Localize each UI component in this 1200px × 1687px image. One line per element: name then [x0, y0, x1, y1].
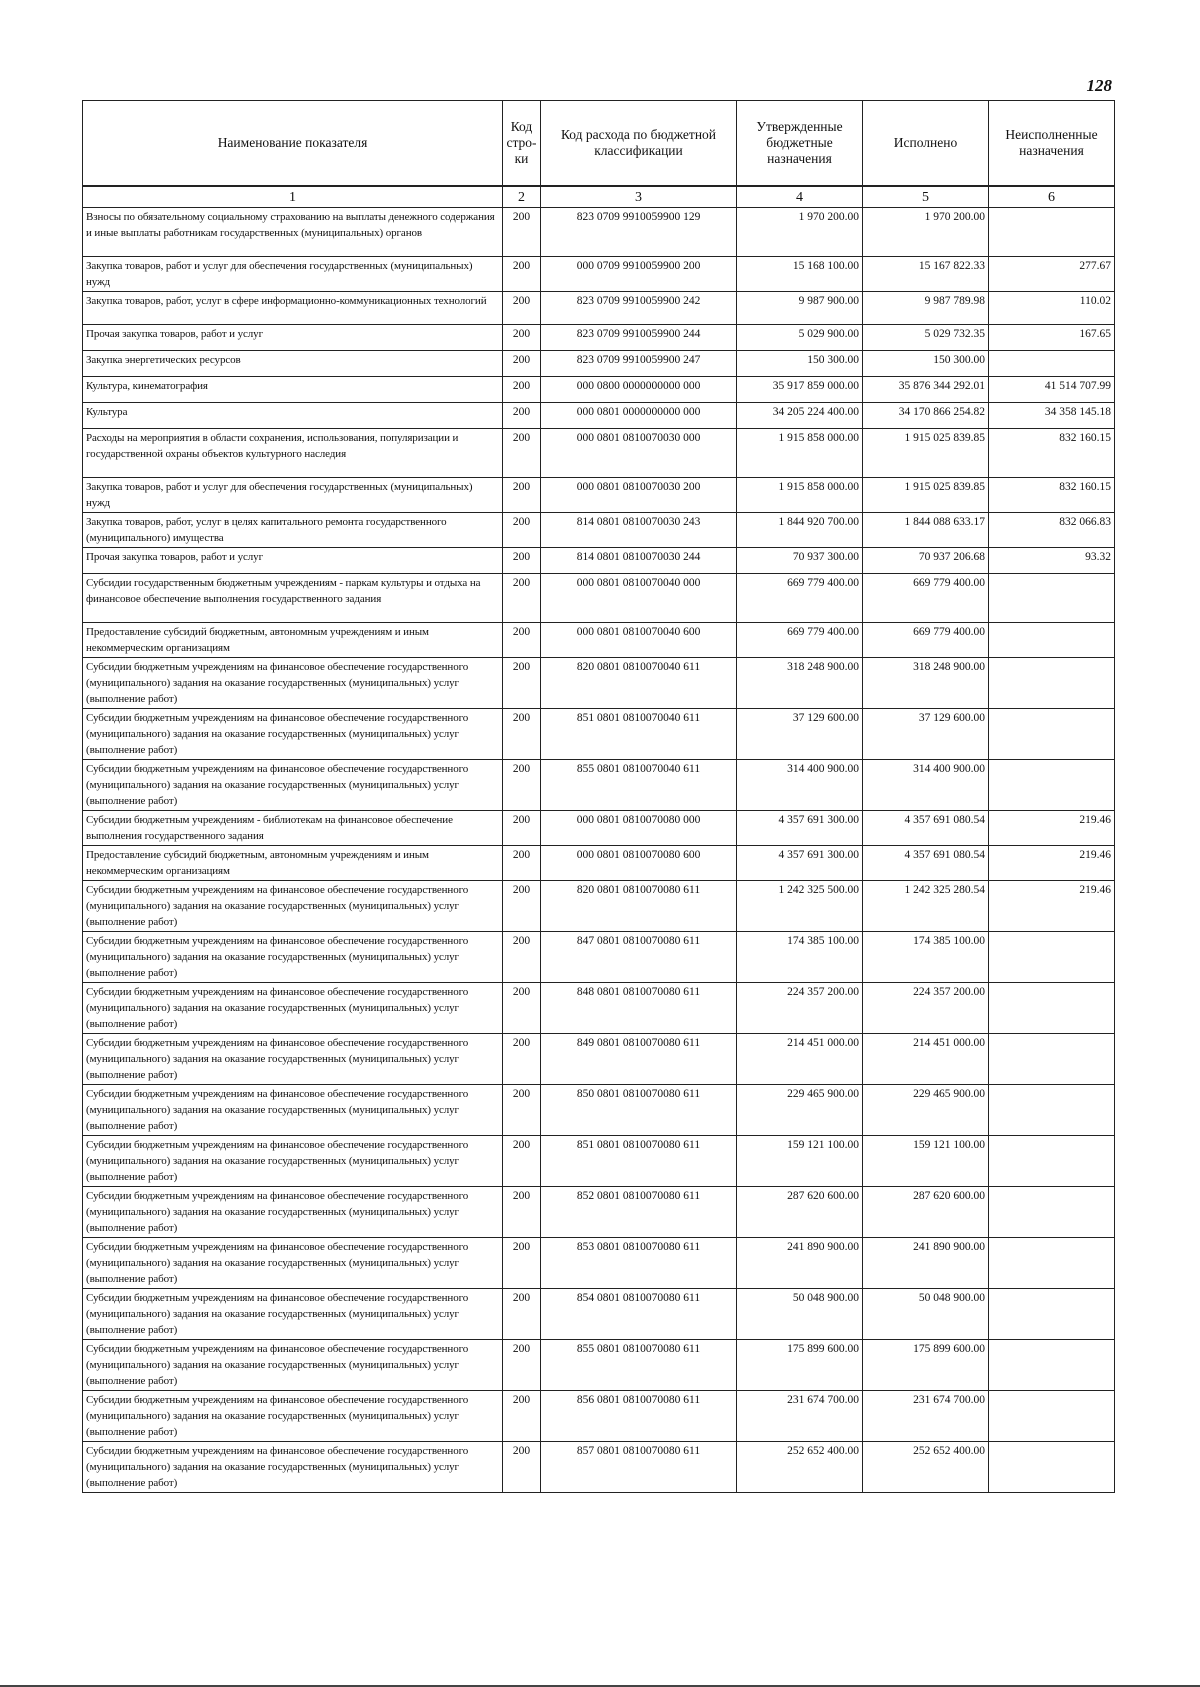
row-approved-amount: 1 915 858 000.00 [737, 478, 863, 513]
row-expense-code: 000 0801 0810070030 000 [541, 429, 737, 478]
row-unexecuted-amount: 277.67 [989, 257, 1115, 292]
row-unexecuted-amount [989, 623, 1115, 658]
row-unexecuted-amount: 832 066.83 [989, 513, 1115, 548]
row-executed-amount: 669 779 400.00 [863, 574, 989, 623]
row-line-code: 200 [503, 811, 541, 846]
row-unexecuted-amount [989, 709, 1115, 760]
row-indicator-name: Расходы на мероприятия в области сохранения, использования, популяризации и государственной охраны объектов культурного наследия [83, 429, 503, 478]
row-executed-amount: 1 844 088 633.17 [863, 513, 989, 548]
row-unexecuted-amount: 93.32 [989, 548, 1115, 574]
row-indicator-name: Закупка товаров, работ и услуг для обеспечения государственных (муниципальных) нужд [83, 478, 503, 513]
column-number: 5 [863, 186, 989, 208]
row-unexecuted-amount [989, 208, 1115, 257]
column-number: 4 [737, 186, 863, 208]
row-expense-code: 000 0801 0810070030 200 [541, 478, 737, 513]
row-unexecuted-amount [989, 1034, 1115, 1085]
row-indicator-name: Субсидии бюджетным учреждениям на финансовое обеспечение государственного (муниципального) задания на оказание государственных (муниципальных) услуг (выполнение работ) [83, 760, 503, 811]
row-line-code: 200 [503, 325, 541, 351]
row-expense-code: 823 0709 9910059900 247 [541, 351, 737, 377]
row-unexecuted-amount: 832 160.15 [989, 429, 1115, 478]
table-row [83, 429, 1115, 478]
row-indicator-name: Закупка энергетических ресурсов [83, 351, 503, 377]
row-line-code: 200 [503, 760, 541, 811]
row-approved-amount: 314 400 900.00 [737, 760, 863, 811]
row-indicator-name: Культура, кинематография [83, 377, 503, 403]
row-approved-amount: 50 048 900.00 [737, 1289, 863, 1340]
row-expense-code: 856 0801 0810070080 611 [541, 1391, 737, 1442]
row-approved-amount: 669 779 400.00 [737, 574, 863, 623]
header-executed: Исполнено [863, 101, 989, 187]
row-indicator-name: Субсидии бюджетным учреждениям на финансовое обеспечение государственного (муниципального) задания на оказание государственных (муниципальных) услуг (выполнение работ) [83, 1340, 503, 1391]
row-unexecuted-amount [989, 1442, 1115, 1493]
row-indicator-name: Субсидии бюджетным учреждениям на финансовое обеспечение государственного (муниципального) задания на оказание государственных (муниципальных) услуг (выполнение работ) [83, 1187, 503, 1238]
row-line-code: 200 [503, 1238, 541, 1289]
row-approved-amount: 1 915 858 000.00 [737, 429, 863, 478]
row-unexecuted-amount [989, 1340, 1115, 1391]
row-approved-amount: 229 465 900.00 [737, 1085, 863, 1136]
row-line-code: 200 [503, 881, 541, 932]
row-executed-amount: 5 029 732.35 [863, 325, 989, 351]
row-unexecuted-amount: 832 160.15 [989, 478, 1115, 513]
row-indicator-name: Предоставление субсидий бюджетным, автономным учреждениям и иным некоммерческим организациям [83, 846, 503, 881]
row-expense-code: 000 0801 0810070080 600 [541, 846, 737, 881]
row-expense-code: 849 0801 0810070080 611 [541, 1034, 737, 1085]
row-indicator-name: Культура [83, 403, 503, 429]
table-row [83, 208, 1115, 257]
row-indicator-name: Субсидии бюджетным учреждениям на финансовое обеспечение государственного (муниципального) задания на оказание государственных (муниципальных) услуг (выполнение работ) [83, 983, 503, 1034]
table-row [83, 1340, 1115, 1391]
table-row [83, 325, 1115, 351]
row-unexecuted-amount: 34 358 145.18 [989, 403, 1115, 429]
row-indicator-name: Субсидии бюджетным учреждениям на финансовое обеспечение государственного (муниципального) задания на оказание государственных (муниципальных) услуг (выполнение работ) [83, 1289, 503, 1340]
row-approved-amount: 37 129 600.00 [737, 709, 863, 760]
row-approved-amount: 175 899 600.00 [737, 1340, 863, 1391]
row-line-code: 200 [503, 429, 541, 478]
row-indicator-name: Субсидии бюджетным учреждениям на финансовое обеспечение государственного (муниципального) задания на оказание государственных (муниципальных) услуг (выполнение работ) [83, 1238, 503, 1289]
row-unexecuted-amount [989, 1391, 1115, 1442]
row-approved-amount: 159 121 100.00 [737, 1136, 863, 1187]
row-indicator-name: Прочая закупка товаров, работ и услуг [83, 548, 503, 574]
column-number-row [83, 186, 1115, 208]
column-number: 1 [83, 186, 503, 208]
table-row [83, 932, 1115, 983]
row-unexecuted-amount [989, 1085, 1115, 1136]
row-indicator-name: Субсидии бюджетным учреждениям на финансовое обеспечение государственного (муниципального) задания на оказание государственных (муниципальных) услуг (выполнение работ) [83, 1085, 503, 1136]
row-approved-amount: 9 987 900.00 [737, 292, 863, 325]
row-indicator-name: Субсидии бюджетным учреждениям на финансовое обеспечение государственного (муниципального) задания на оказание государственных (муниципальных) услуг (выполнение работ) [83, 709, 503, 760]
row-unexecuted-amount: 219.46 [989, 846, 1115, 881]
row-indicator-name: Субсидии бюджетным учреждениям - библиотекам на финансовое обеспечение выполнения государственного задания [83, 811, 503, 846]
row-line-code: 200 [503, 623, 541, 658]
row-expense-code: 823 0709 9910059900 244 [541, 325, 737, 351]
row-indicator-name: Прочая закупка товаров, работ и услуг [83, 325, 503, 351]
row-line-code: 200 [503, 1289, 541, 1340]
table-row [83, 574, 1115, 623]
row-line-code: 200 [503, 351, 541, 377]
table-row [83, 623, 1115, 658]
row-indicator-name: Субсидии бюджетным учреждениям на финансовое обеспечение государственного (муниципального) задания на оказание государственных (муниципальных) услуг (выполнение работ) [83, 658, 503, 709]
row-unexecuted-amount: 219.46 [989, 881, 1115, 932]
row-expense-code: 855 0801 0810070040 611 [541, 760, 737, 811]
row-unexecuted-amount [989, 574, 1115, 623]
row-executed-amount: 9 987 789.98 [863, 292, 989, 325]
row-line-code: 200 [503, 983, 541, 1034]
row-line-code: 200 [503, 1187, 541, 1238]
row-executed-amount: 252 652 400.00 [863, 1442, 989, 1493]
row-executed-amount: 4 357 691 080.54 [863, 846, 989, 881]
row-unexecuted-amount [989, 351, 1115, 377]
row-unexecuted-amount: 110.02 [989, 292, 1115, 325]
row-executed-amount: 150 300.00 [863, 351, 989, 377]
row-executed-amount: 669 779 400.00 [863, 623, 989, 658]
row-indicator-name: Закупка товаров, работ, услуг в сфере информационно-коммуникационных технологий [83, 292, 503, 325]
row-expense-code: 000 0801 0000000000 000 [541, 403, 737, 429]
row-expense-code: 855 0801 0810070080 611 [541, 1340, 737, 1391]
row-executed-amount: 1 915 025 839.85 [863, 478, 989, 513]
row-line-code: 200 [503, 257, 541, 292]
row-line-code: 200 [503, 478, 541, 513]
row-line-code: 200 [503, 377, 541, 403]
row-executed-amount: 231 674 700.00 [863, 1391, 989, 1442]
header-indicator-name: Наименование показателя [83, 101, 503, 187]
row-executed-amount: 175 899 600.00 [863, 1340, 989, 1391]
row-line-code: 200 [503, 574, 541, 623]
table-row [83, 1136, 1115, 1187]
row-line-code: 200 [503, 548, 541, 574]
row-approved-amount: 214 451 000.00 [737, 1034, 863, 1085]
row-unexecuted-amount [989, 1187, 1115, 1238]
row-approved-amount: 70 937 300.00 [737, 548, 863, 574]
row-expense-code: 814 0801 0810070030 243 [541, 513, 737, 548]
table-row [83, 881, 1115, 932]
column-number: 3 [541, 186, 737, 208]
table-row [83, 760, 1115, 811]
table-row [83, 709, 1115, 760]
row-line-code: 200 [503, 1136, 541, 1187]
column-number: 6 [989, 186, 1115, 208]
row-line-code: 200 [503, 1442, 541, 1493]
table-header-row [83, 101, 1115, 187]
row-line-code: 200 [503, 658, 541, 709]
header-expense-code: Код расхода по бюджетной классификации [541, 101, 737, 187]
row-line-code: 200 [503, 208, 541, 257]
row-expense-code: 854 0801 0810070080 611 [541, 1289, 737, 1340]
row-expense-code: 850 0801 0810070080 611 [541, 1085, 737, 1136]
row-approved-amount: 4 357 691 300.00 [737, 811, 863, 846]
row-line-code: 200 [503, 1085, 541, 1136]
row-approved-amount: 252 652 400.00 [737, 1442, 863, 1493]
row-expense-code: 000 0801 0810070080 000 [541, 811, 737, 846]
row-indicator-name: Субсидии бюджетным учреждениям на финансовое обеспечение государственного (муниципального) задания на оказание государственных (муниципальных) услуг (выполнение работ) [83, 881, 503, 932]
row-expense-code: 851 0801 0810070040 611 [541, 709, 737, 760]
table-row [83, 811, 1115, 846]
row-executed-amount: 15 167 822.33 [863, 257, 989, 292]
row-approved-amount: 1 970 200.00 [737, 208, 863, 257]
row-approved-amount: 241 890 900.00 [737, 1238, 863, 1289]
row-approved-amount: 669 779 400.00 [737, 623, 863, 658]
row-expense-code: 000 0801 0810070040 600 [541, 623, 737, 658]
row-expense-code: 851 0801 0810070080 611 [541, 1136, 737, 1187]
table-row [83, 658, 1115, 709]
table-row [83, 1034, 1115, 1085]
row-executed-amount: 50 048 900.00 [863, 1289, 989, 1340]
row-line-code: 200 [503, 846, 541, 881]
table-body [83, 208, 1115, 1493]
row-indicator-name: Субсидии бюджетным учреждениям на финансовое обеспечение государственного (муниципального) задания на оказание государственных (муниципальных) услуг (выполнение работ) [83, 1391, 503, 1442]
row-line-code: 200 [503, 1340, 541, 1391]
row-line-code: 200 [503, 513, 541, 548]
row-approved-amount: 1 242 325 500.00 [737, 881, 863, 932]
row-line-code: 200 [503, 932, 541, 983]
row-indicator-name: Закупка товаров, работ, услуг в целях капитального ремонта государственного (муниципального) имущества [83, 513, 503, 548]
row-indicator-name: Субсидии бюджетным учреждениям на финансовое обеспечение государственного (муниципального) задания на оказание государственных (муниципальных) услуг (выполнение работ) [83, 932, 503, 983]
row-approved-amount: 318 248 900.00 [737, 658, 863, 709]
row-expense-code: 000 0800 0000000000 000 [541, 377, 737, 403]
row-expense-code: 814 0801 0810070030 244 [541, 548, 737, 574]
table-row [83, 548, 1115, 574]
row-approved-amount: 287 620 600.00 [737, 1187, 863, 1238]
row-executed-amount: 318 248 900.00 [863, 658, 989, 709]
column-number: 2 [503, 186, 541, 208]
row-executed-amount: 241 890 900.00 [863, 1238, 989, 1289]
row-executed-amount: 224 357 200.00 [863, 983, 989, 1034]
row-unexecuted-amount: 167.65 [989, 325, 1115, 351]
row-unexecuted-amount [989, 932, 1115, 983]
row-line-code: 200 [503, 403, 541, 429]
row-executed-amount: 1 915 025 839.85 [863, 429, 989, 478]
row-approved-amount: 35 917 859 000.00 [737, 377, 863, 403]
row-unexecuted-amount [989, 658, 1115, 709]
table-row [83, 1085, 1115, 1136]
table-row [83, 377, 1115, 403]
row-executed-amount: 287 620 600.00 [863, 1187, 989, 1238]
table-row [83, 292, 1115, 325]
header-approved: Утвержденные бюджетные назначения [737, 101, 863, 187]
row-executed-amount: 34 170 866 254.82 [863, 403, 989, 429]
row-indicator-name: Субсидии государственным бюджетным учреждениям - паркам культуры и отдыха на финансовое обеспечение выполнения государственного задания [83, 574, 503, 623]
row-approved-amount: 15 168 100.00 [737, 257, 863, 292]
row-executed-amount: 214 451 000.00 [863, 1034, 989, 1085]
row-indicator-name: Субсидии бюджетным учреждениям на финансовое обеспечение государственного (муниципального) задания на оказание государственных (муниципальных) услуг (выполнение работ) [83, 1136, 503, 1187]
row-executed-amount: 35 876 344 292.01 [863, 377, 989, 403]
row-executed-amount: 4 357 691 080.54 [863, 811, 989, 846]
row-indicator-name: Субсидии бюджетным учреждениям на финансовое обеспечение государственного (муниципального) задания на оказание государственных (муниципальных) услуг (выполнение работ) [83, 1442, 503, 1493]
row-line-code: 200 [503, 292, 541, 325]
header-line-code: Код стро-ки [503, 101, 541, 187]
row-indicator-name: Предоставление субсидий бюджетным, автономным учреждениям и иным некоммерческим организациям [83, 623, 503, 658]
row-expense-code: 000 0709 9910059900 200 [541, 257, 737, 292]
row-expense-code: 820 0801 0810070040 611 [541, 658, 737, 709]
row-approved-amount: 4 357 691 300.00 [737, 846, 863, 881]
row-executed-amount: 229 465 900.00 [863, 1085, 989, 1136]
row-indicator-name: Субсидии бюджетным учреждениям на финансовое обеспечение государственного (муниципального) задания на оказание государственных (муниципальных) услуг (выполнение работ) [83, 1034, 503, 1085]
row-executed-amount: 1 242 325 280.54 [863, 881, 989, 932]
row-unexecuted-amount: 219.46 [989, 811, 1115, 846]
row-unexecuted-amount [989, 1289, 1115, 1340]
row-expense-code: 852 0801 0810070080 611 [541, 1187, 737, 1238]
row-expense-code: 823 0709 9910059900 129 [541, 208, 737, 257]
row-approved-amount: 150 300.00 [737, 351, 863, 377]
table-row [83, 513, 1115, 548]
row-approved-amount: 174 385 100.00 [737, 932, 863, 983]
row-approved-amount: 34 205 224 400.00 [737, 403, 863, 429]
table-row [83, 257, 1115, 292]
budget-execution-table [82, 100, 1115, 1493]
row-line-code: 200 [503, 709, 541, 760]
table-row [83, 1391, 1115, 1442]
row-unexecuted-amount [989, 983, 1115, 1034]
row-unexecuted-amount [989, 1136, 1115, 1187]
table-row [83, 1289, 1115, 1340]
table-row [83, 478, 1115, 513]
table-row [83, 403, 1115, 429]
table-row [83, 351, 1115, 377]
row-unexecuted-amount: 41 514 707.99 [989, 377, 1115, 403]
row-expense-code: 848 0801 0810070080 611 [541, 983, 737, 1034]
row-line-code: 200 [503, 1391, 541, 1442]
row-executed-amount: 70 937 206.68 [863, 548, 989, 574]
row-executed-amount: 314 400 900.00 [863, 760, 989, 811]
row-approved-amount: 224 357 200.00 [737, 983, 863, 1034]
row-approved-amount: 231 674 700.00 [737, 1391, 863, 1442]
row-line-code: 200 [503, 1034, 541, 1085]
table-row [83, 1187, 1115, 1238]
row-expense-code: 857 0801 0810070080 611 [541, 1442, 737, 1493]
row-approved-amount: 5 029 900.00 [737, 325, 863, 351]
page-number: 128 [1086, 76, 1112, 95]
table-row [83, 983, 1115, 1034]
row-unexecuted-amount [989, 760, 1115, 811]
row-expense-code: 000 0801 0810070040 000 [541, 574, 737, 623]
row-indicator-name: Взносы по обязательному социальному страхованию на выплаты денежного содержания и иные выплаты работникам государственных (муниципальных) органов [83, 208, 503, 257]
row-unexecuted-amount [989, 1238, 1115, 1289]
row-executed-amount: 1 970 200.00 [863, 208, 989, 257]
row-executed-amount: 37 129 600.00 [863, 709, 989, 760]
table-row [83, 1442, 1115, 1493]
row-approved-amount: 1 844 920 700.00 [737, 513, 863, 548]
row-indicator-name: Закупка товаров, работ и услуг для обеспечения государственных (муниципальных) нужд [83, 257, 503, 292]
table-row [83, 846, 1115, 881]
row-expense-code: 853 0801 0810070080 611 [541, 1238, 737, 1289]
row-expense-code: 823 0709 9910059900 242 [541, 292, 737, 325]
row-executed-amount: 159 121 100.00 [863, 1136, 989, 1187]
table-row [83, 1238, 1115, 1289]
row-executed-amount: 174 385 100.00 [863, 932, 989, 983]
row-expense-code: 820 0801 0810070080 611 [541, 881, 737, 932]
header-unexecuted: Неисполненные назначения [989, 101, 1115, 187]
row-expense-code: 847 0801 0810070080 611 [541, 932, 737, 983]
